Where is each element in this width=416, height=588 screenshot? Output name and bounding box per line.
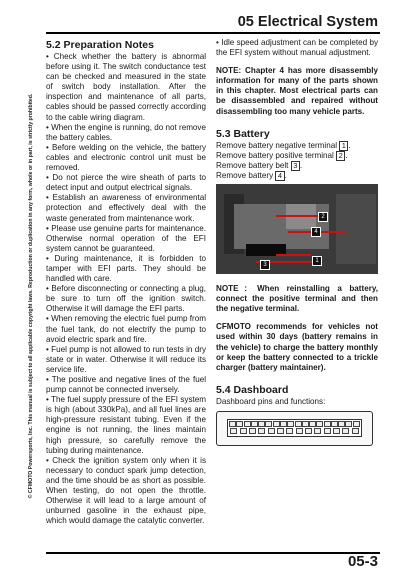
recommendation-note: CFMOTO recommends for vehicles not used within 30 days (battery remains in the vehicle) to charge the battery monthly or keep the battery connected to a trickle charger (battery maintainer).: [216, 322, 378, 372]
connector-pin: [230, 428, 237, 434]
connector-pin: [352, 428, 359, 434]
arrow: [276, 215, 321, 217]
battery-steps: [216, 141, 378, 181]
preparation-note-item: • The fuel supply pressure of the EFI system is high (about 330kPa), and all fuel lines are high-pressure resistant tubing. Even if the engine is not running, the lines maintain high pressure, so carefully remove the tubing during maintenance.: [46, 395, 206, 455]
battery-step-text: Remove battery positive terminal: [216, 150, 334, 160]
connector-pin: [286, 428, 293, 434]
connector-pin: [331, 421, 338, 427]
section-title-dashboard: 5.4 Dashboard: [216, 383, 289, 396]
connector-pin: [342, 428, 349, 434]
connector-pin: [296, 428, 303, 434]
page-number: 05-3: [347, 553, 378, 570]
connector-pin: [251, 421, 258, 427]
callout-3: 3: [260, 260, 270, 270]
footer-rule: [46, 552, 380, 554]
preparation-note-item: • Please use genuine parts for maintenance. Otherwise normal operation of the EFI system cannot be guaranteed.: [46, 223, 206, 253]
preparation-note-item: • Establish an awareness of environmental protection and effectively deal with the waste generated from maintenance work.: [46, 193, 206, 223]
connector-pin: [302, 421, 309, 427]
connector-pin: [277, 428, 284, 434]
idle-speed-note: • Idle speed adjustment can be completed by the EFI system without manual adjustment.: [216, 38, 378, 58]
connector-pin: [229, 421, 236, 427]
copyright-notice: © CFMOTO Powersports, Inc. This manual is subject to all applicable copyright laws. Reproduction or duplication in any form, whole or in part, is strictly prohibited.: [28, 93, 34, 499]
preparation-notes: [46, 52, 206, 526]
battery-step-text: Remove battery: [216, 170, 274, 180]
chapter-note: NOTE: Chapter 4 has more disassembly information for many of the parts shown in this chapter. Most electrical parts can be disassembled and repaired without disassembling too many vehicle parts.: [216, 66, 378, 116]
right-column: [216, 38, 378, 446]
section-title-preparation: 5.2 Preparation Notes: [46, 39, 154, 51]
battery-step: Remove battery positive terminal 2 .: [216, 150, 348, 160]
battery-step-number: 1: [339, 141, 348, 151]
battery-step: Remove battery 4 .: [216, 170, 287, 180]
connector-pin: [324, 428, 331, 434]
connector-pin: [249, 428, 256, 434]
connector-pin: [314, 428, 321, 434]
preparation-note-item: • Fuel pump is not allowed to run tests in dry state or in water. Otherwise it will reduce its service life.: [46, 344, 206, 374]
callout-2: 2: [318, 212, 328, 222]
battery-step-number: 2: [336, 151, 345, 161]
connector-pin: [345, 421, 352, 427]
connector-pin: [353, 421, 360, 427]
callout-4: 4: [311, 227, 321, 237]
connector-pin: [316, 421, 323, 427]
connector-pin: [333, 428, 340, 434]
connector-pin: [295, 421, 302, 427]
preparation-note-item: • Before welding on the vehicle, the battery cables and electronic control unit must be removed.: [46, 142, 206, 173]
connector-pin: [258, 428, 265, 434]
connector-pin: [280, 421, 287, 427]
preparation-note-item: • Do not pierce the wire sheath of parts to detect input and output electrical signals.: [46, 173, 206, 193]
reinstall-note: NOTE：When reinstalling a battery, connect the positive terminal and then the negative terminal.: [216, 284, 378, 314]
connector-pin: [309, 421, 316, 427]
section-title-battery: 5.3 Battery: [216, 127, 270, 140]
preparation-note-item: • The positive and negative lines of the fuel pump cannot be connected inversely.: [46, 375, 206, 395]
connector-pin: [258, 421, 265, 427]
battery-step-number: 4: [275, 171, 284, 181]
battery-step-text: Remove battery belt: [216, 160, 289, 170]
connector-pin: [236, 421, 243, 427]
connector-pin: [305, 428, 312, 434]
dashboard-caption: Dashboard pins and functions:: [216, 396, 326, 406]
preparation-note-item: • Check whether the battery is abnormal before using it. The switch conductance test can be checked and measured in the state of switch body installation. After the inspection and maintenance of all parts, cables should be passed correctly according to the cable wiring diagram.: [46, 52, 206, 122]
connector-pin-block: [227, 419, 362, 437]
battery-step: Remove battery negative terminal 1 .: [216, 140, 351, 150]
connector-pin: [324, 421, 331, 427]
header-rule: [46, 32, 380, 34]
preparation-note-item: • When removing the electric fuel pump from the fuel tank, do not electrify the pump to avoid electric spark and fire.: [46, 314, 206, 344]
page-header-title: 05 Electrical System: [237, 14, 378, 30]
copyright-sidebar: [25, 46, 37, 546]
battery-photo: [216, 184, 378, 274]
connector-pin: [287, 421, 294, 427]
connector-pin: [273, 421, 280, 427]
left-column: [46, 38, 206, 526]
connector-pin: [240, 428, 247, 434]
connector-pin: [265, 421, 272, 427]
battery-step-text: Remove battery negative terminal: [216, 140, 338, 150]
arrow: [276, 254, 311, 256]
battery-step: Remove battery belt 3 .: [216, 160, 303, 170]
connector-pin: [268, 428, 275, 434]
connector-pin: [338, 421, 345, 427]
battery-step-number: 3: [291, 161, 300, 171]
preparation-note-item: • Check the ignition system only when it is necessary to conduct spark jump detection, and the time should be as short as possible. When testing, do not open the throttle. Otherwise it will lead to a large amount of unburned gasoline in the exhaust pipe, which would damage the catalytic converter.: [46, 455, 206, 526]
preparation-note-item: • During maintenance, it is forbidden to tamper with EFI parts. They should be handled with care.: [46, 253, 206, 284]
preparation-note-item: • Before disconnecting or connecting a plug, be sure to turn off the ignition switch. Otherwise it will damage the EFI parts.: [46, 284, 206, 314]
connector-pin: [244, 421, 251, 427]
callout-1: 1: [312, 256, 322, 266]
preparation-note-item: • When the engine is running, do not remove the battery cables.: [46, 122, 206, 142]
dashboard-connector-diagram: [216, 411, 373, 446]
